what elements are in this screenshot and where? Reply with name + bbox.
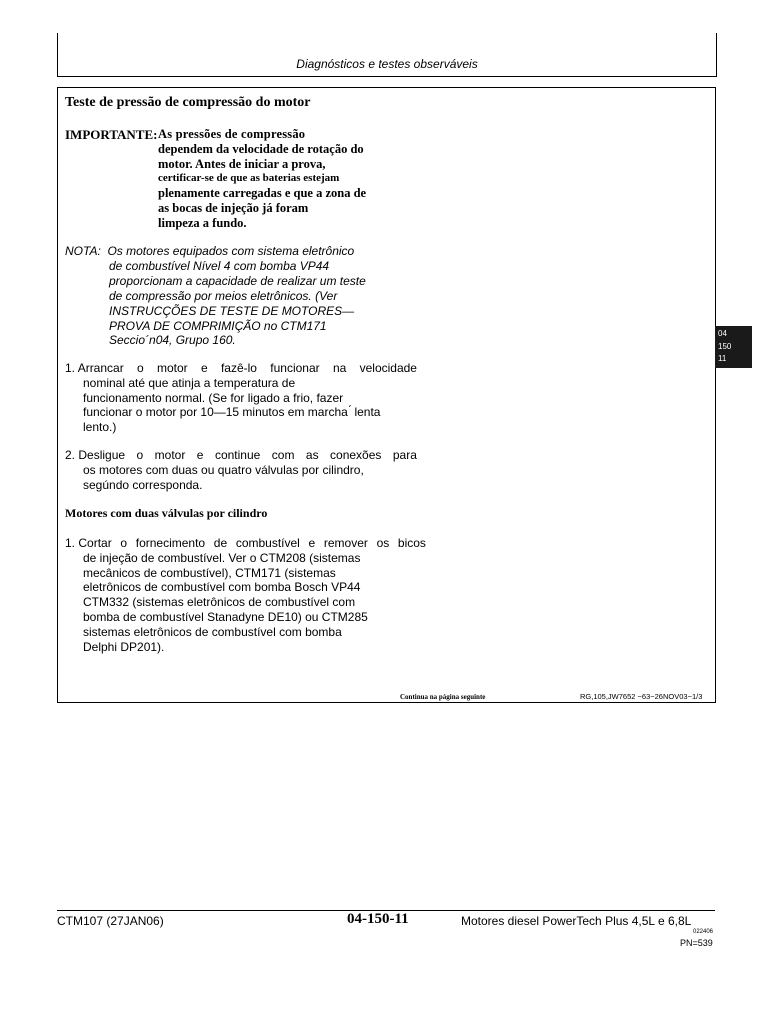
step-line: funcionamento normal. (Se for ligado a frio, fazer (83, 390, 344, 405)
step-word: motor (154, 448, 186, 462)
step-word: o (137, 361, 144, 375)
step-line: eletrônicos de combustível com bomba Bosch VP44 (83, 580, 361, 595)
step-line: bomba de combustível Stanadyne DE10) ou CTM285 (83, 609, 368, 624)
step-line: os motores com duas ou quatro válvulas por cilindro, (83, 462, 364, 477)
step-word: motor (156, 361, 188, 375)
side-tab-line: 11 (718, 354, 727, 363)
step-word: de (213, 536, 228, 550)
step-number: 2. Desligue (65, 448, 126, 462)
step-number: 1. Cortar (65, 536, 112, 550)
step-word: na (332, 361, 347, 375)
note-line: PROVA DE COMPRIMIÇÃO no CTM171 (109, 318, 327, 333)
important-line: certificar-se de que as baterias estejam (158, 172, 340, 185)
step-word: o (120, 536, 128, 550)
step-word: bicos (397, 536, 426, 550)
step-2 (65, 448, 417, 492)
important-line: motor. Antes de iniciar a prova, (158, 156, 326, 171)
note-line: de compressão por meios eletrônicos. (Ver (109, 288, 338, 303)
step-number: 1. Arrancar (65, 361, 124, 375)
step-line: Delphi DP201). (83, 639, 165, 654)
continued-note: Continua na página seguinte (400, 693, 486, 701)
step-line: mecânicos de combustível), CTM171 (sistemas (83, 565, 336, 580)
step-first-line (65, 361, 417, 376)
reference-code: RG,105,JW7652 −63−26NOV03−1/3 (580, 692, 703, 701)
step-first-line (65, 448, 417, 463)
side-tab-line: 150 (718, 341, 732, 351)
important-line: As pressões de compressão (158, 127, 306, 141)
important-line: as bocas de injeção já foram (158, 200, 309, 215)
step-word: com (271, 448, 295, 462)
step-word: e (200, 361, 208, 375)
step-word: combustível (235, 536, 300, 550)
step-1 (65, 361, 417, 435)
subsection-step-1 (65, 536, 426, 654)
section-title: Teste de pressão de compressão do motor (65, 95, 311, 110)
step-word: os (376, 536, 390, 550)
page-header-title: Diagnósticos e testes observáveis (296, 57, 478, 71)
note-line: de combustível Nível 4 com bomba VP44 (109, 258, 330, 273)
step-line: funcionar o motor por 10—15 minutos em marcha ́ lenta (83, 405, 381, 420)
important-text (158, 127, 398, 231)
note-line: Os motores equipados com sistema eletrônico (107, 244, 355, 258)
subsection-title: Motores com duas válvulas por cilindro (65, 506, 268, 520)
step-line: CTM332 (sistemas eletrônicos de combustível com (83, 595, 356, 610)
footer-pn: PN=539 (680, 938, 713, 948)
important-line: limpeza a fundo. (158, 215, 247, 230)
step-word: as (305, 448, 319, 462)
step-word: para (392, 448, 417, 462)
footer-page-number: 04-150-11 (347, 911, 409, 927)
step-word: e (308, 536, 316, 550)
section-side-tab (715, 326, 752, 368)
note-line: proporcionam a capacidade de realizar um teste (109, 273, 366, 288)
step-word: continue (214, 448, 261, 462)
step-line: segúndo corresponda. (83, 477, 203, 492)
step-word: fornecimento (135, 536, 206, 550)
note-block (65, 244, 366, 348)
important-line: dependem da velocidade de rotação do (158, 141, 364, 156)
step-line: sistemas eletrônicos de combustível com bomba (83, 624, 342, 639)
step-word: fazê-lo (220, 361, 257, 375)
footer-date-code: 022406 (693, 929, 714, 935)
step-word: conexões (330, 448, 382, 462)
important-line: plenamente carregadas e que a zona de (158, 186, 367, 201)
step-word: o (136, 448, 144, 462)
side-tab-line: 04 (718, 329, 727, 338)
step-first-line (65, 536, 426, 551)
important-label: IMPORTANTE: (65, 127, 158, 142)
step-word: velocidade (359, 361, 417, 375)
note-label: NOTA: (65, 244, 101, 258)
note-line: Seccio´n04, Grupo 160. (109, 333, 236, 348)
step-word: funcionar (270, 361, 320, 375)
step-line: de injeção de combustível. Ver o CTM208 (sistemas (83, 550, 361, 565)
footer-manual-id: CTM107 (27JAN06) (57, 914, 164, 928)
footer-manual-title: Motores diesel PowerTech Plus 4,5L e 6,8L (461, 914, 692, 928)
step-word: e (196, 448, 204, 462)
note-line: INSTRUCÇÕES DE TESTE DE MOTORES— (109, 303, 355, 318)
step-line: nominal até que atinja a temperatura de (83, 375, 296, 390)
step-word: remover (323, 536, 368, 550)
step-line: lento.) (83, 420, 117, 435)
